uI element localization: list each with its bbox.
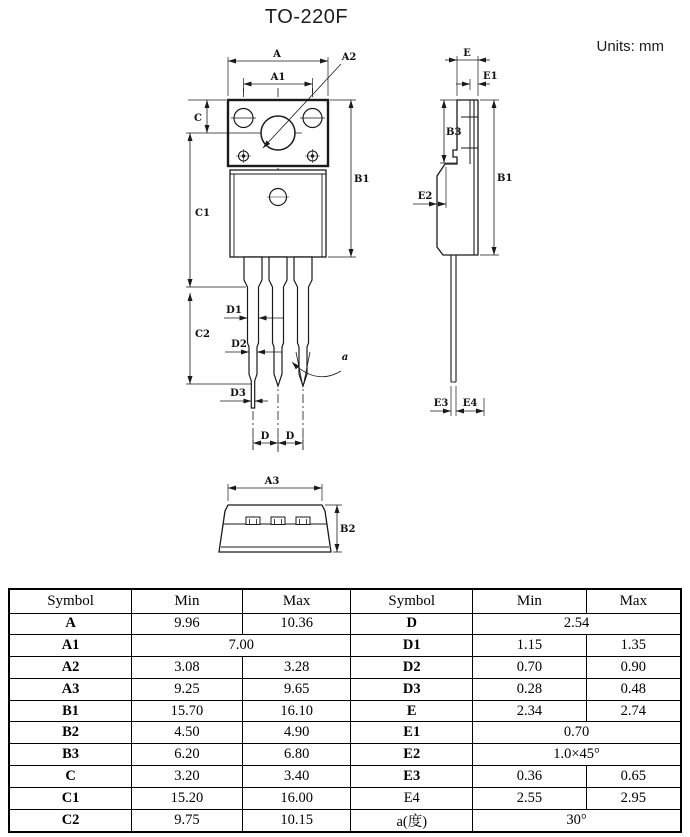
symbol-cell: E3 [351, 766, 473, 788]
dim-label-A: A [273, 49, 281, 60]
max-cell: 6.80 [242, 744, 351, 766]
dim-label-C1: C1 [195, 208, 210, 219]
max-cell: 3.28 [242, 657, 351, 679]
dim-label-A2: A2 [341, 52, 357, 63]
table-row [9, 787, 681, 809]
table-row [9, 722, 681, 744]
header-symbol-right: Symbol [351, 589, 473, 613]
max-cell: 16.10 [242, 700, 351, 722]
symbol-cell: E2 [351, 744, 473, 766]
min-cell: 0.28 [473, 678, 587, 700]
min-cell: 0.36 [473, 766, 587, 788]
dim-label-E4: E4 [462, 398, 478, 409]
header-symbol-left: Symbol [9, 589, 132, 613]
min-cell: 2.55 [473, 787, 587, 809]
max-cell: 0.90 [586, 657, 681, 679]
min-cell: 9.96 [132, 613, 243, 635]
symbol-cell: A3 [9, 678, 132, 700]
side-profile [437, 100, 478, 255]
dim-label-B1-front: B1 [354, 174, 370, 185]
table-header-row [9, 589, 681, 613]
dim-label-A3: A3 [264, 476, 280, 487]
symbol-cell: E [351, 700, 473, 722]
front-view-drawing [186, 49, 369, 452]
min-cell: 15.20 [132, 787, 243, 809]
dim-label-D1: D1 [226, 305, 242, 316]
table-row [9, 657, 681, 679]
symbol-cell: C [9, 766, 132, 788]
min-cell: 9.75 [132, 809, 243, 832]
merged-value-cell: 7.00 [132, 635, 351, 657]
dim-label-E2: E2 [417, 191, 433, 202]
max-cell: 9.65 [242, 678, 351, 700]
symbol-cell: E1 [351, 722, 473, 744]
symbol-cell: A [9, 613, 132, 635]
symbol-cell: a(度) [351, 809, 473, 832]
max-cell: 2.95 [586, 787, 681, 809]
symbol-cell: E4 [351, 787, 473, 809]
max-cell: 0.65 [586, 766, 681, 788]
dim-label-B1-side: B1 [497, 173, 513, 184]
page-title: TO-220F [264, 6, 349, 28]
bottom-view-drawing [219, 476, 355, 552]
min-cell: 3.08 [132, 657, 243, 679]
max-cell: 1.35 [586, 635, 681, 657]
min-cell: 1.15 [473, 635, 587, 657]
merged-value-cell: 30° [473, 809, 681, 832]
units-label: Units: mm [596, 38, 664, 55]
bottom-lead-sections [246, 517, 310, 525]
merged-value-cell: 1.0×45° [473, 744, 681, 766]
max-cell: 10.15 [242, 809, 351, 832]
symbol-cell: C2 [9, 809, 132, 832]
symbol-cell: B3 [9, 744, 132, 766]
min-cell: 6.20 [132, 744, 243, 766]
dim-label-C: C [194, 113, 202, 124]
min-cell: 3.20 [132, 766, 243, 788]
symbol-cell: B1 [9, 700, 132, 722]
table-row [9, 678, 681, 700]
bottom-profile [219, 505, 331, 552]
symbol-cell: C1 [9, 787, 132, 809]
dim-label-A1: A1 [270, 72, 286, 83]
dim-label-D-left: D [260, 431, 270, 442]
dim-label-D2: D2 [231, 339, 247, 350]
header-min-right: Min [473, 589, 587, 613]
symbol-cell: D [351, 613, 473, 635]
table-row [9, 744, 681, 766]
dim-label-B3: B3 [446, 127, 462, 138]
max-cell: 0.48 [586, 678, 681, 700]
lead-2 [269, 257, 287, 386]
table-row [9, 635, 681, 657]
header-max-left: Max [242, 589, 351, 613]
symbol-cell: A2 [9, 657, 132, 679]
dim-label-E: E [463, 48, 471, 59]
min-cell: 9.25 [132, 678, 243, 700]
min-cell: 0.70 [473, 657, 587, 679]
max-cell: 10.36 [242, 613, 351, 635]
min-cell: 15.70 [132, 700, 243, 722]
table-row [9, 766, 681, 788]
symbol-cell: A1 [9, 635, 132, 657]
dimensions-table [8, 588, 682, 833]
table-row [9, 613, 681, 635]
side-view-drawing [413, 48, 512, 416]
table-row [9, 700, 681, 722]
dim-label-C2: C2 [195, 329, 210, 340]
side-lead [451, 255, 456, 382]
max-cell: 4.90 [242, 722, 351, 744]
min-cell: 4.50 [132, 722, 243, 744]
header-max-right: Max [586, 589, 681, 613]
package-body [230, 170, 326, 257]
symbol-cell: D1 [351, 635, 473, 657]
dim-label-E1: E1 [483, 71, 498, 82]
merged-value-cell: 2.54 [473, 613, 681, 635]
dim-label-alpha: a [341, 352, 349, 363]
table-row [9, 809, 681, 832]
max-cell: 2.74 [586, 700, 681, 722]
min-cell: 2.34 [473, 700, 587, 722]
dim-label-D3: D3 [230, 388, 246, 399]
dim-label-D-right: D [285, 431, 295, 442]
lead-1 [244, 257, 262, 408]
dim-label-B2: B2 [340, 524, 356, 535]
symbol-cell: D3 [351, 678, 473, 700]
header-min-left: Min [132, 589, 243, 613]
symbol-cell: D2 [351, 657, 473, 679]
merged-value-cell: 0.70 [473, 722, 681, 744]
symbol-cell: B2 [9, 722, 132, 744]
dim-label-E3: E3 [433, 398, 449, 409]
max-cell: 16.00 [242, 787, 351, 809]
max-cell: 3.40 [242, 766, 351, 788]
